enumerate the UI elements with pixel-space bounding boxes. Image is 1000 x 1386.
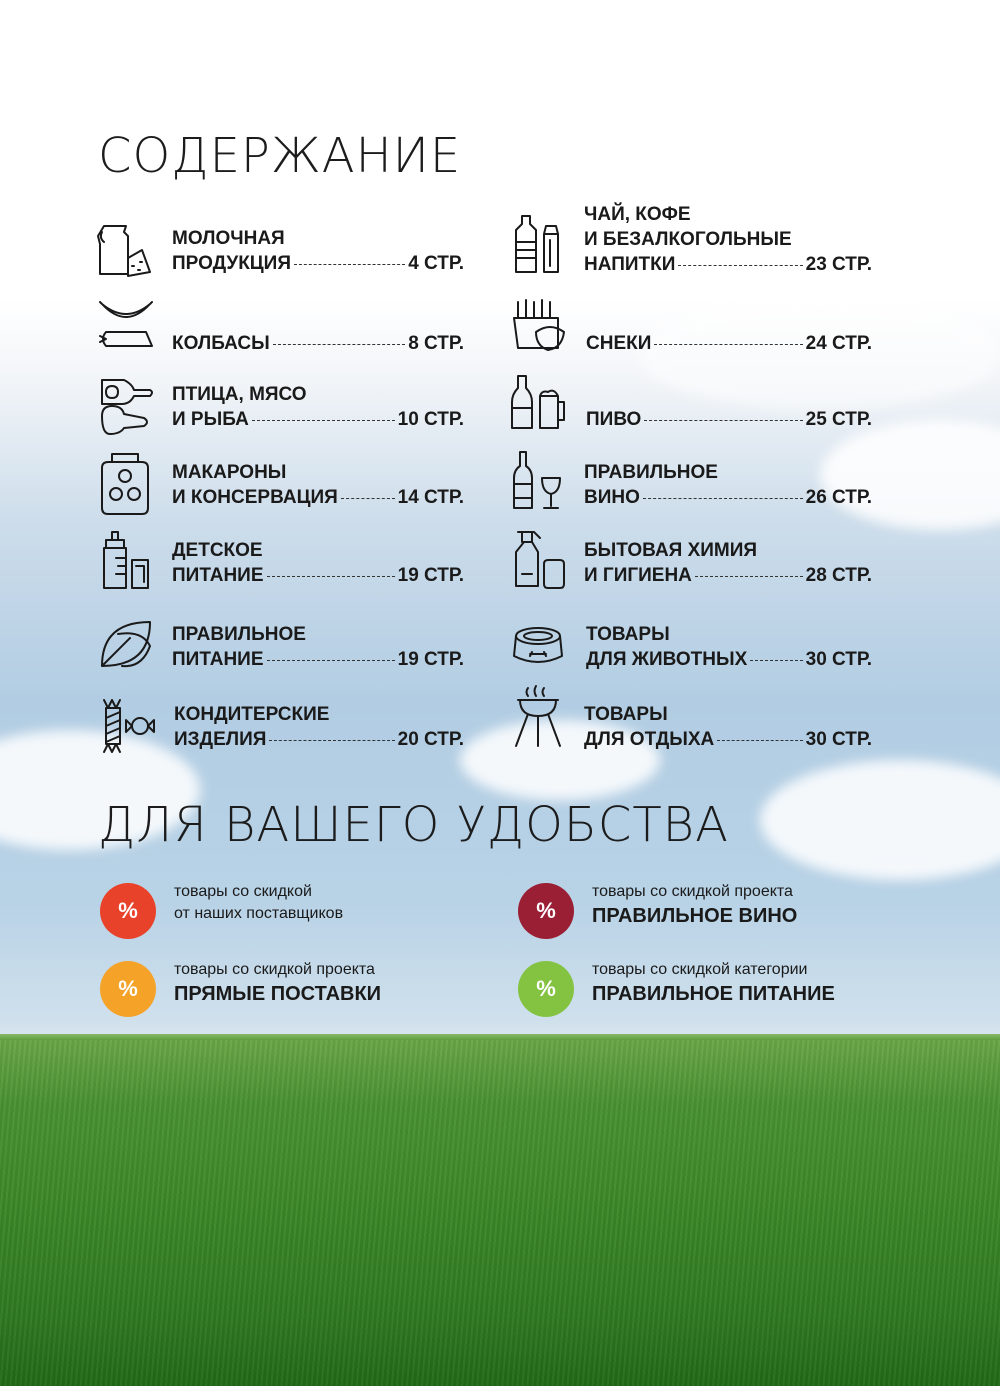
toc-label-line: ПТИЦА, МЯСО	[172, 384, 307, 405]
legend-text: товары со скидкой проекта	[592, 883, 793, 900]
legend-project-name: ПРАВИЛЬНОЕ ВИНО	[592, 905, 798, 927]
candy-icon	[98, 694, 154, 758]
percent-badge-icon: %	[518, 961, 574, 1017]
toc-item-dairy[interactable]	[98, 218, 464, 282]
ham-drumstick-icon	[98, 374, 154, 438]
toc-item-leisure[interactable]	[510, 686, 872, 758]
discount-legend-wine	[518, 883, 898, 943]
toc-item-pet-goods[interactable]	[510, 614, 872, 678]
toc-page-number: 8 СТР.	[408, 333, 464, 354]
dot-leader	[273, 344, 405, 345]
toc-item-beer[interactable]	[510, 374, 872, 438]
legend-project-name: ПРАВИЛЬНОЕ ПИТАНИЕ	[592, 983, 835, 1005]
dot-leader	[644, 420, 802, 421]
toc-label-line: ТОВАРЫ	[586, 624, 670, 645]
legend-text: от наших поставщиков	[174, 905, 344, 922]
toc-label-line: И КОНСЕРВАЦИЯ	[172, 487, 338, 508]
toc-item-sausages[interactable]	[98, 298, 464, 362]
percent-badge-icon: %	[518, 883, 574, 939]
toc-item-poultry[interactable]	[98, 374, 464, 438]
bottle-carton-icon	[510, 214, 566, 278]
dot-leader	[717, 740, 802, 741]
dot-leader	[294, 264, 405, 265]
toc-page-number: 30 СТР.	[805, 729, 872, 750]
legend-project-name: ПРЯМЫЕ ПОСТАВКИ	[174, 983, 382, 1005]
toc-item-wine[interactable]	[510, 452, 872, 516]
toc-label-line: И ГИГИЕНА	[584, 565, 692, 586]
toc-item-baby-food[interactable]	[98, 530, 464, 594]
toc-label-line: ЧАЙ, КОФЕ	[584, 204, 691, 225]
beer-icon	[510, 374, 566, 438]
toc-label-line: БЫТОВАЯ ХИМИЯ	[584, 540, 758, 561]
toc-page-number: 26 СТР.	[805, 487, 872, 508]
discount-legend-healthy	[518, 961, 898, 1021]
toc-label-line: ПИТАНИЕ	[172, 565, 264, 586]
toc-item-pasta[interactable]	[98, 452, 464, 516]
toc-item-confectionery[interactable]	[98, 694, 464, 758]
toc-label-line: СНЕКИ	[586, 333, 652, 354]
spray-bottle-icon	[510, 530, 566, 594]
dot-leader	[267, 660, 395, 661]
grill-icon	[510, 686, 566, 750]
dot-leader	[267, 576, 395, 577]
convenience-title: ДЛЯ ВАШЕГО УДОБСТВА	[98, 797, 729, 853]
legend-text: товары со скидкой категории	[592, 961, 808, 978]
toc-page-number: 30 СТР.	[805, 649, 872, 670]
toc-label-line: МАКАРОНЫ	[172, 462, 287, 483]
toc-page-number: 24 СТР.	[805, 333, 872, 354]
toc-item-tea-coffee[interactable]	[510, 202, 872, 282]
toc-label-line: ДЕТСКОЕ	[172, 540, 263, 561]
dot-leader	[654, 344, 802, 345]
snacks-icon	[510, 298, 566, 362]
sausage-icon	[98, 298, 154, 362]
contents-title: СОДЕРЖАНИЕ	[98, 128, 462, 184]
toc-page-number: 25 СТР.	[805, 409, 872, 430]
toc-label-line: И БЕЗАЛКОГОЛЬНЫЕ	[584, 229, 792, 250]
grass-field	[0, 1034, 1000, 1386]
wine-icon	[510, 452, 566, 516]
discount-legend-suppliers	[100, 883, 460, 943]
jar-icon	[98, 452, 154, 516]
toc-label-line: НАПИТКИ	[584, 254, 676, 275]
toc-page-number: 4 СТР.	[408, 253, 464, 274]
legend-text: товары со скидкой	[174, 883, 312, 900]
toc-item-healthy-food[interactable]	[98, 614, 464, 678]
pet-bowl-icon	[510, 614, 566, 678]
toc-page-number: 23 СТР.	[805, 254, 872, 275]
toc-label-line: КОЛБАСЫ	[172, 333, 270, 354]
dot-leader	[269, 740, 394, 741]
toc-page-number: 19 СТР.	[397, 649, 464, 670]
toc-label-line: ТОВАРЫ	[584, 704, 668, 725]
dot-leader	[252, 420, 395, 421]
dot-leader	[643, 498, 803, 499]
dot-leader	[695, 576, 803, 577]
toc-page-number: 28 СТР.	[805, 565, 872, 586]
milk-jug-icon	[98, 218, 154, 282]
dot-leader	[341, 498, 395, 499]
discount-legend-direct	[100, 961, 460, 1021]
baby-bottle-icon	[98, 530, 154, 594]
toc-label-line: ПРАВИЛЬНОЕ	[584, 462, 718, 483]
toc-page-number: 14 СТР.	[397, 487, 464, 508]
toc-label-line: ИЗДЕЛИЯ	[174, 729, 267, 750]
toc-item-household[interactable]	[510, 530, 872, 594]
percent-badge-icon: %	[100, 961, 156, 1017]
toc-label-line: ДЛЯ ОТДЫХА	[584, 729, 715, 750]
toc-page-number: 20 СТР.	[397, 729, 464, 750]
percent-badge-icon: %	[100, 883, 156, 939]
leaf-icon	[98, 614, 154, 678]
toc-label-line: ПРОДУКЦИЯ	[172, 253, 291, 274]
toc-page-number: 10 СТР.	[397, 409, 464, 430]
dot-leader	[750, 660, 802, 661]
toc-page-number: 19 СТР.	[397, 565, 464, 586]
toc-label-line: ДЛЯ ЖИВОТНЫХ	[586, 649, 748, 670]
toc-label-line: КОНДИТЕРСКИЕ	[174, 704, 330, 725]
legend-text: товары со скидкой проекта	[174, 961, 375, 978]
toc-label-line: ВИНО	[584, 487, 640, 508]
dot-leader	[678, 265, 802, 266]
toc-item-snacks[interactable]	[510, 298, 872, 362]
toc-label-line: ПИТАНИЕ	[172, 649, 264, 670]
toc-label-line: ПИВО	[586, 409, 642, 430]
toc-label-line: МОЛОЧНАЯ	[172, 228, 285, 249]
toc-label-line: И РЫБА	[172, 409, 249, 430]
toc-label-line: ПРАВИЛЬНОЕ	[172, 624, 306, 645]
